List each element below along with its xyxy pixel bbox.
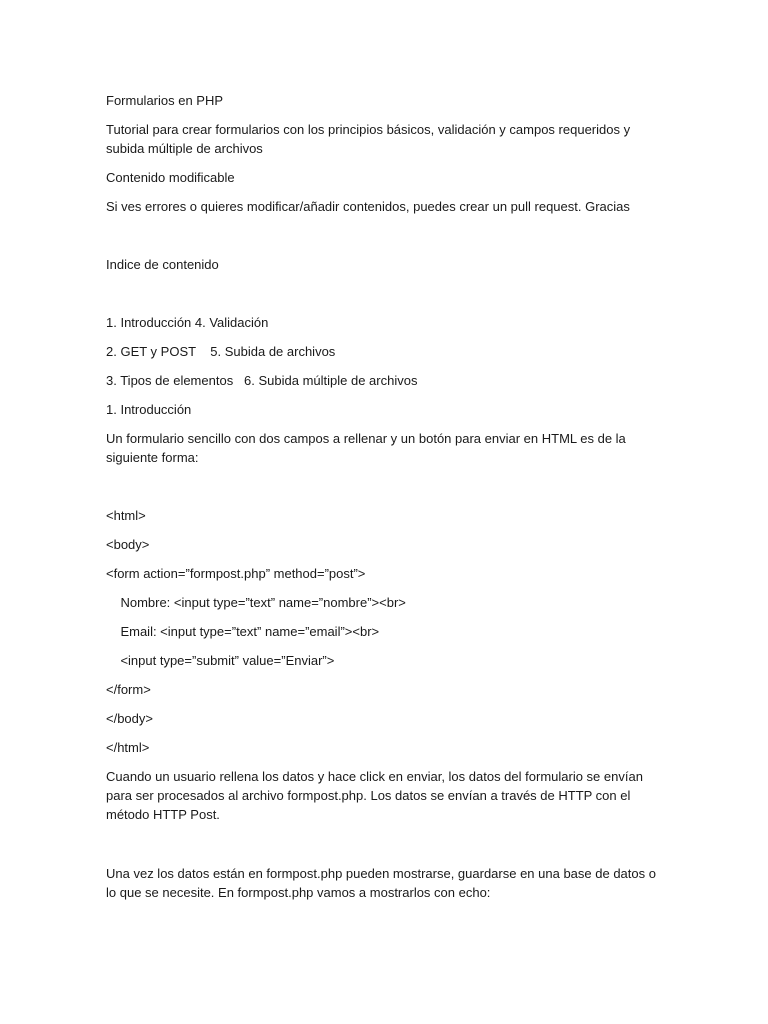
- section-intro: Un formulario sencillo con dos campos a rellenar y un botón para enviar en HTML es de la siguiente forma:: [106, 431, 626, 465]
- code-line: <html>: [106, 508, 146, 523]
- code-line: <body>: [106, 537, 150, 552]
- body-paragraph: Cuando un usuario rellena los datos y hace click en enviar, los datos del formulario se envían para ser procesados al archivo formpost.php. Los datos se envían a través de HTTP con el método HTTP Post.: [106, 769, 643, 822]
- body-paragraph: Una vez los datos están en formpost.php pueden mostrarse, guardarse en una base de datos o lo que se necesite. En formpost.php vamos a mostrarlos con echo:: [106, 866, 656, 900]
- code-line: </body>: [106, 711, 153, 726]
- toc-heading: Indice de contenido: [106, 257, 219, 272]
- toc-line: 3. Tipos de elementos 6. Subida múltiple de archivos: [106, 373, 418, 388]
- editable-text: Si ves errores o quieres modificar/añadir contenidos, puedes crear un pull request. Gracias: [106, 199, 630, 214]
- toc-line: 2. GET y POST 5. Subida de archivos: [106, 344, 336, 359]
- code-line: </html>: [106, 740, 150, 755]
- code-line: <form action=”formpost.php” method=”post”>: [106, 566, 366, 581]
- toc-line: 1. Introducción 4. Validación: [106, 315, 269, 330]
- section-heading: 1. Introducción: [106, 402, 192, 417]
- code-line: </form>: [106, 682, 151, 697]
- document-title: Formularios en PHP: [106, 93, 224, 108]
- document-subtitle: Tutorial para crear formularios con los principios básicos, validación y campos requeridos y subida múltiple de archivos: [106, 122, 631, 156]
- code-line: Email: <input type=”text” name=”email”><br>: [106, 624, 380, 639]
- code-line: Nombre: <input type=”text” name=”nombre”><br>: [106, 595, 406, 610]
- code-line: <input type=”submit” value=”Enviar”>: [106, 653, 335, 668]
- editable-heading: Contenido modificable: [106, 170, 235, 185]
